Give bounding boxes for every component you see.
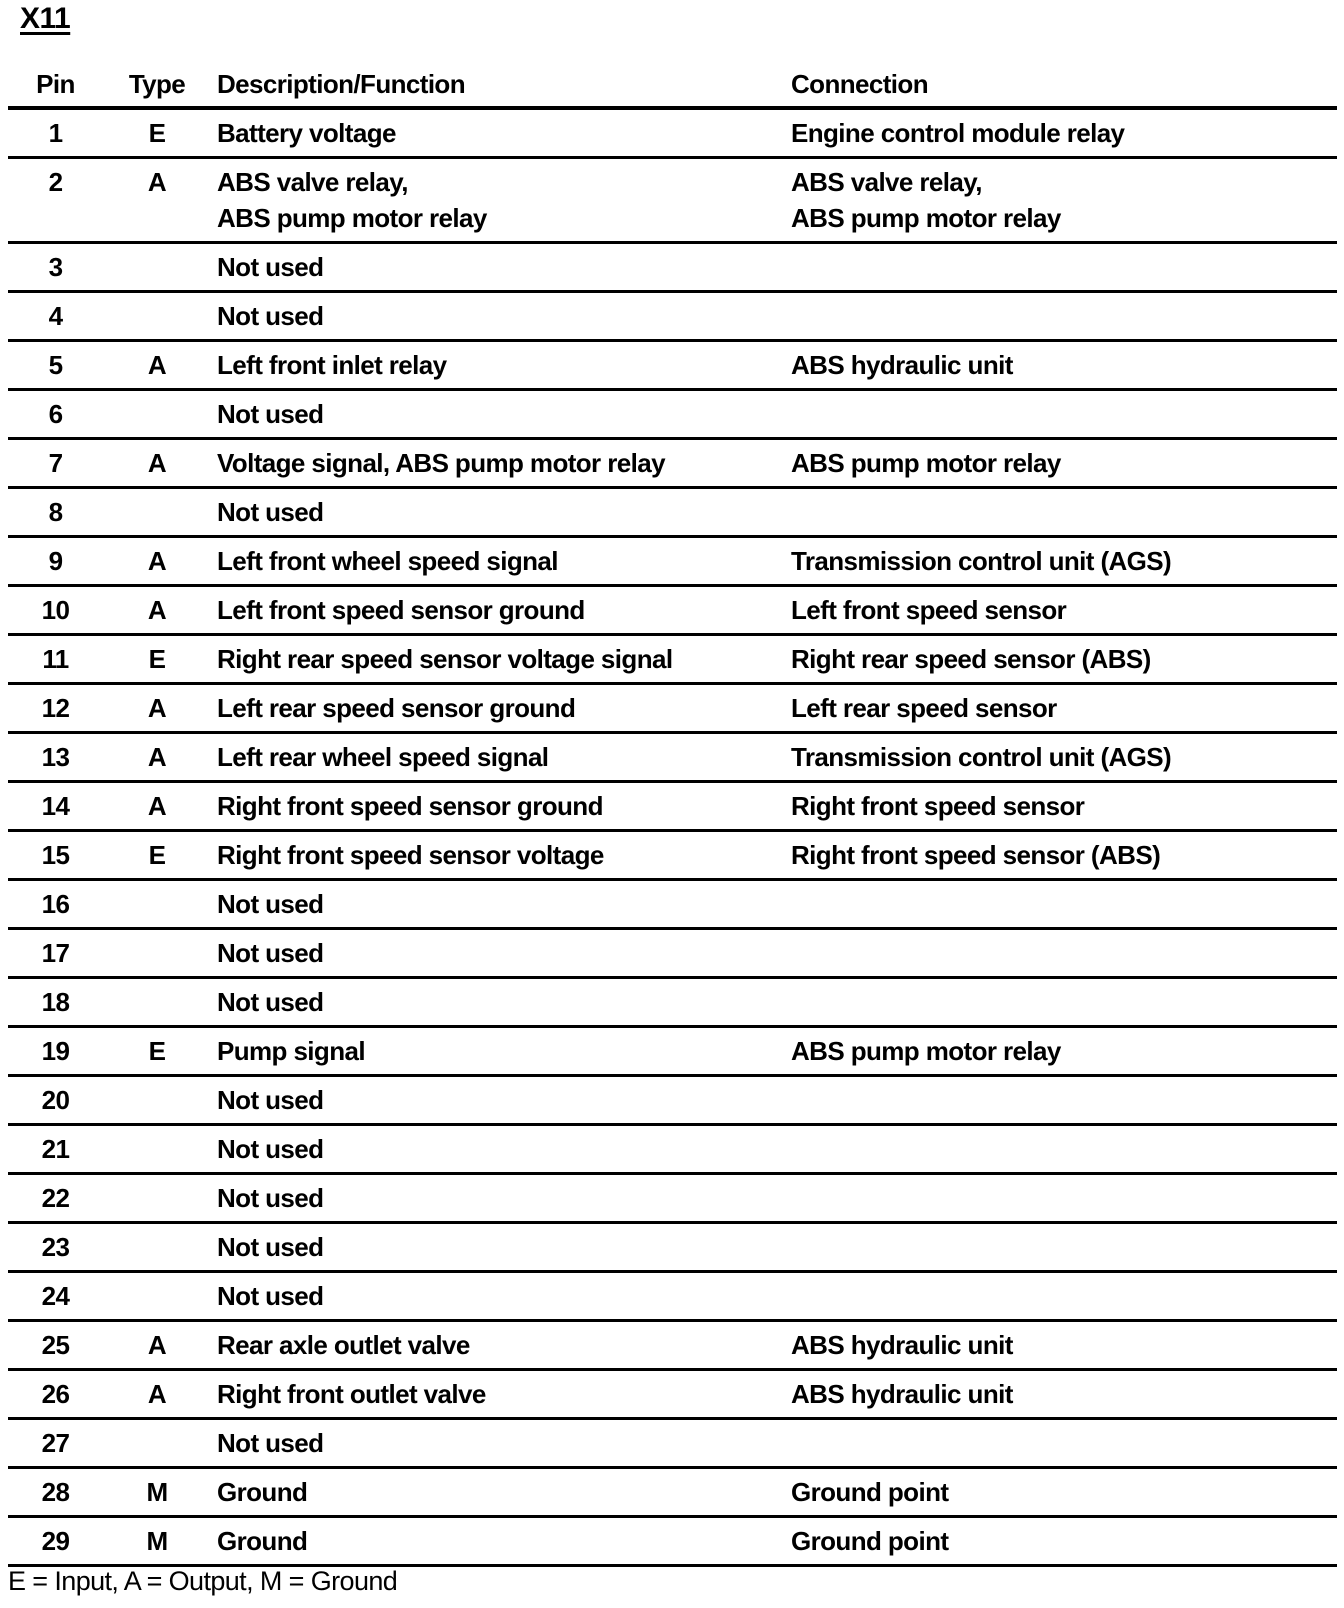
pin-type-cell: A — [103, 1370, 211, 1419]
description-text: Battery voltage — [217, 118, 396, 148]
connection-cell — [785, 158, 1337, 243]
pin-number-cell: 29 — [8, 1517, 103, 1566]
description-cell — [211, 243, 785, 292]
pin-number-cell: 11 — [8, 635, 103, 684]
description-cell — [211, 292, 785, 341]
table-header-row — [8, 62, 1337, 108]
table-row — [8, 488, 1337, 537]
connection-cell — [785, 243, 1337, 292]
pin-type-cell: E — [103, 635, 211, 684]
pin-number-cell: 19 — [8, 1027, 103, 1076]
connection-text: Ground point — [791, 1526, 949, 1556]
pin-number-cell: 13 — [8, 733, 103, 782]
description-text: Not used — [217, 1134, 324, 1164]
pin-type-cell: A — [103, 733, 211, 782]
connection-cell — [785, 1076, 1337, 1125]
pin-type-cell: E — [103, 1027, 211, 1076]
description-cell — [211, 1370, 785, 1419]
connection-cell — [785, 341, 1337, 390]
pin-number-cell: 3 — [8, 243, 103, 292]
description-text: Not used — [217, 987, 324, 1017]
table-row — [8, 1419, 1337, 1468]
description-text: Right rear speed sensor voltage signal — [217, 644, 673, 674]
description-cell — [211, 341, 785, 390]
description-cell — [211, 978, 785, 1027]
table-row — [8, 1174, 1337, 1223]
pin-type-cell: A — [103, 684, 211, 733]
connection-cell — [785, 1223, 1337, 1272]
pin-type-cell — [103, 880, 211, 929]
connection-cell — [785, 108, 1337, 158]
pin-number-cell: 14 — [8, 782, 103, 831]
connection-cell — [785, 684, 1337, 733]
pin-type-cell — [103, 488, 211, 537]
description-cell — [211, 108, 785, 158]
table-row — [8, 1370, 1337, 1419]
description-text: Not used — [217, 938, 324, 968]
connection-text: ABS hydraulic unit — [791, 350, 1013, 380]
type-legend: E = Input, A = Output, M = Ground — [8, 1566, 398, 1596]
description-cell — [211, 1321, 785, 1370]
connection-text: ABS hydraulic unit — [791, 1330, 1013, 1360]
description-text: Not used — [217, 1085, 324, 1115]
pin-type-cell — [103, 1174, 211, 1223]
description-text: Not used — [217, 1232, 324, 1262]
description-cell — [211, 439, 785, 488]
connection-cell — [785, 1517, 1337, 1566]
description-text: Not used — [217, 301, 324, 331]
connection-text: ABS pump motor relay — [791, 448, 1061, 478]
description-cell — [211, 1517, 785, 1566]
connection-text: Right rear speed sensor (ABS) — [791, 644, 1151, 674]
column-header-pin: Pin — [8, 62, 103, 108]
pin-number-cell: 20 — [8, 1076, 103, 1125]
description-text: Not used — [217, 889, 324, 919]
pin-number-cell: 28 — [8, 1468, 103, 1517]
pin-type-cell — [103, 243, 211, 292]
table-row — [8, 1027, 1337, 1076]
connection-text: Transmission control unit (AGS) — [791, 546, 1172, 576]
connection-cell — [785, 390, 1337, 439]
description-cell — [211, 1419, 785, 1468]
description-cell — [211, 537, 785, 586]
table-row — [8, 1321, 1337, 1370]
pin-type-cell: A — [103, 158, 211, 243]
connection-cell — [785, 1419, 1337, 1468]
connection-cell — [785, 537, 1337, 586]
connection-text: ABS pump motor relay — [791, 1036, 1061, 1066]
pin-number-cell: 6 — [8, 390, 103, 439]
description-text: Not used — [217, 252, 324, 282]
table-row — [8, 635, 1337, 684]
connection-cell — [785, 1125, 1337, 1174]
description-cell — [211, 684, 785, 733]
description-cell — [211, 831, 785, 880]
description-text: Voltage signal, ABS pump motor relay — [217, 448, 665, 478]
pin-type-cell — [103, 1125, 211, 1174]
connection-text: Engine control module relay — [791, 118, 1125, 148]
description-text: Not used — [217, 1183, 324, 1213]
pin-type-cell: M — [103, 1517, 211, 1566]
table-row — [8, 243, 1337, 292]
description-cell — [211, 1468, 785, 1517]
table-row — [8, 586, 1337, 635]
pin-number-cell: 17 — [8, 929, 103, 978]
table-row — [8, 978, 1337, 1027]
description-text: Left front wheel speed signal — [217, 546, 558, 576]
table-row — [8, 1517, 1337, 1566]
pin-type-cell — [103, 978, 211, 1027]
description-text: Ground — [217, 1526, 308, 1556]
description-text: Right front speed sensor ground — [217, 791, 603, 821]
description-text: Rear axle outlet valve — [217, 1330, 470, 1360]
pin-number-cell: 1 — [8, 108, 103, 158]
connection-cell — [785, 831, 1337, 880]
connection-cell — [785, 880, 1337, 929]
pin-type-cell — [103, 390, 211, 439]
pin-number-cell: 4 — [8, 292, 103, 341]
pin-type-cell: A — [103, 782, 211, 831]
pin-type-cell: A — [103, 1321, 211, 1370]
description-text: Left rear speed sensor ground — [217, 693, 576, 723]
table-row — [8, 1468, 1337, 1517]
connection-cell — [785, 292, 1337, 341]
connection-text: Left front speed sensor — [791, 595, 1067, 625]
pin-type-cell: A — [103, 439, 211, 488]
connection-text: Ground point — [791, 1477, 949, 1507]
pin-type-cell: M — [103, 1468, 211, 1517]
description-cell — [211, 782, 785, 831]
connection-text: Left rear speed sensor — [791, 693, 1057, 723]
pin-number-cell: 12 — [8, 684, 103, 733]
table-row — [8, 1076, 1337, 1125]
connection-cell — [785, 1174, 1337, 1223]
table-row — [8, 292, 1337, 341]
pin-type-cell: A — [103, 537, 211, 586]
pin-number-cell: 5 — [8, 341, 103, 390]
pin-number-cell: 2 — [8, 158, 103, 243]
pin-number-cell: 22 — [8, 1174, 103, 1223]
description-cell — [211, 1174, 785, 1223]
table-body — [8, 108, 1337, 1566]
description-cell — [211, 733, 785, 782]
connection-text: ABS valve relay, — [791, 167, 982, 197]
description-text: Right front outlet valve — [217, 1379, 486, 1409]
column-header-description: Description/Function — [211, 62, 785, 108]
column-header-type: Type — [103, 62, 211, 108]
pin-number-cell: 26 — [8, 1370, 103, 1419]
table-row — [8, 537, 1337, 586]
pin-number-cell: 21 — [8, 1125, 103, 1174]
table-row — [8, 782, 1337, 831]
pin-type-cell — [103, 1272, 211, 1321]
description-cell — [211, 1076, 785, 1125]
pin-type-cell: A — [103, 341, 211, 390]
table-row — [8, 108, 1337, 158]
description-text: Not used — [217, 1428, 324, 1458]
table-row — [8, 158, 1337, 243]
pin-type-cell: E — [103, 108, 211, 158]
pin-number-cell: 18 — [8, 978, 103, 1027]
description-text: Ground — [217, 1477, 308, 1507]
pin-type-cell — [103, 1419, 211, 1468]
pin-type-cell — [103, 1076, 211, 1125]
connection-cell — [785, 1370, 1337, 1419]
description-text: Left front speed sensor ground — [217, 595, 585, 625]
pin-type-cell — [103, 292, 211, 341]
connection-text: Right front speed sensor (ABS) — [791, 840, 1161, 870]
pin-number-cell: 10 — [8, 586, 103, 635]
connection-text: ABS pump motor relay — [791, 203, 1061, 233]
connection-cell — [785, 1468, 1337, 1517]
connection-cell — [785, 1272, 1337, 1321]
description-cell — [211, 635, 785, 684]
connection-text: ABS hydraulic unit — [791, 1379, 1013, 1409]
pin-type-cell — [103, 1223, 211, 1272]
description-text: Right front speed sensor voltage — [217, 840, 604, 870]
table-row — [8, 1125, 1337, 1174]
pin-number-cell: 15 — [8, 831, 103, 880]
pin-assignment-table — [8, 62, 1337, 1567]
table-row — [8, 929, 1337, 978]
connection-cell — [785, 733, 1337, 782]
pin-number-cell: 7 — [8, 439, 103, 488]
table-row — [8, 390, 1337, 439]
description-cell — [211, 880, 785, 929]
table-row — [8, 439, 1337, 488]
pin-number-cell: 25 — [8, 1321, 103, 1370]
connection-cell — [785, 488, 1337, 537]
pin-type-cell — [103, 929, 211, 978]
description-text: Left rear wheel speed signal — [217, 742, 549, 772]
table-row — [8, 1272, 1337, 1321]
table-row — [8, 733, 1337, 782]
description-cell — [211, 1125, 785, 1174]
description-text: Not used — [217, 399, 324, 429]
connection-text: Right front speed sensor — [791, 791, 1085, 821]
description-cell — [211, 1223, 785, 1272]
pin-number-cell: 24 — [8, 1272, 103, 1321]
pin-number-cell: 16 — [8, 880, 103, 929]
description-cell — [211, 929, 785, 978]
pin-number-cell: 8 — [8, 488, 103, 537]
description-text: ABS pump motor relay — [217, 203, 487, 233]
pin-number-cell: 23 — [8, 1223, 103, 1272]
connection-cell — [785, 586, 1337, 635]
pin-type-cell: A — [103, 586, 211, 635]
description-text: ABS valve relay, — [217, 167, 408, 197]
description-text: Left front inlet relay — [217, 350, 447, 380]
connection-cell — [785, 439, 1337, 488]
pin-type-cell: E — [103, 831, 211, 880]
connection-cell — [785, 929, 1337, 978]
pin-number-cell: 27 — [8, 1419, 103, 1468]
description-cell — [211, 158, 785, 243]
connection-cell — [785, 1027, 1337, 1076]
column-header-connection: Connection — [785, 62, 1337, 108]
connection-cell — [785, 635, 1337, 684]
pin-number-cell: 9 — [8, 537, 103, 586]
connection-text: Transmission control unit (AGS) — [791, 742, 1172, 772]
description-cell — [211, 1272, 785, 1321]
table-row — [8, 684, 1337, 733]
description-cell — [211, 1027, 785, 1076]
description-cell — [211, 586, 785, 635]
description-text: Pump signal — [217, 1036, 365, 1066]
table-row — [8, 1223, 1337, 1272]
description-cell — [211, 488, 785, 537]
description-text: Not used — [217, 497, 324, 527]
table-row — [8, 831, 1337, 880]
table-row — [8, 341, 1337, 390]
connection-cell — [785, 978, 1337, 1027]
connection-cell — [785, 782, 1337, 831]
description-text: Not used — [217, 1281, 324, 1311]
description-cell — [211, 390, 785, 439]
page-title: X11 — [20, 2, 71, 35]
connection-cell — [785, 1321, 1337, 1370]
table-row — [8, 880, 1337, 929]
